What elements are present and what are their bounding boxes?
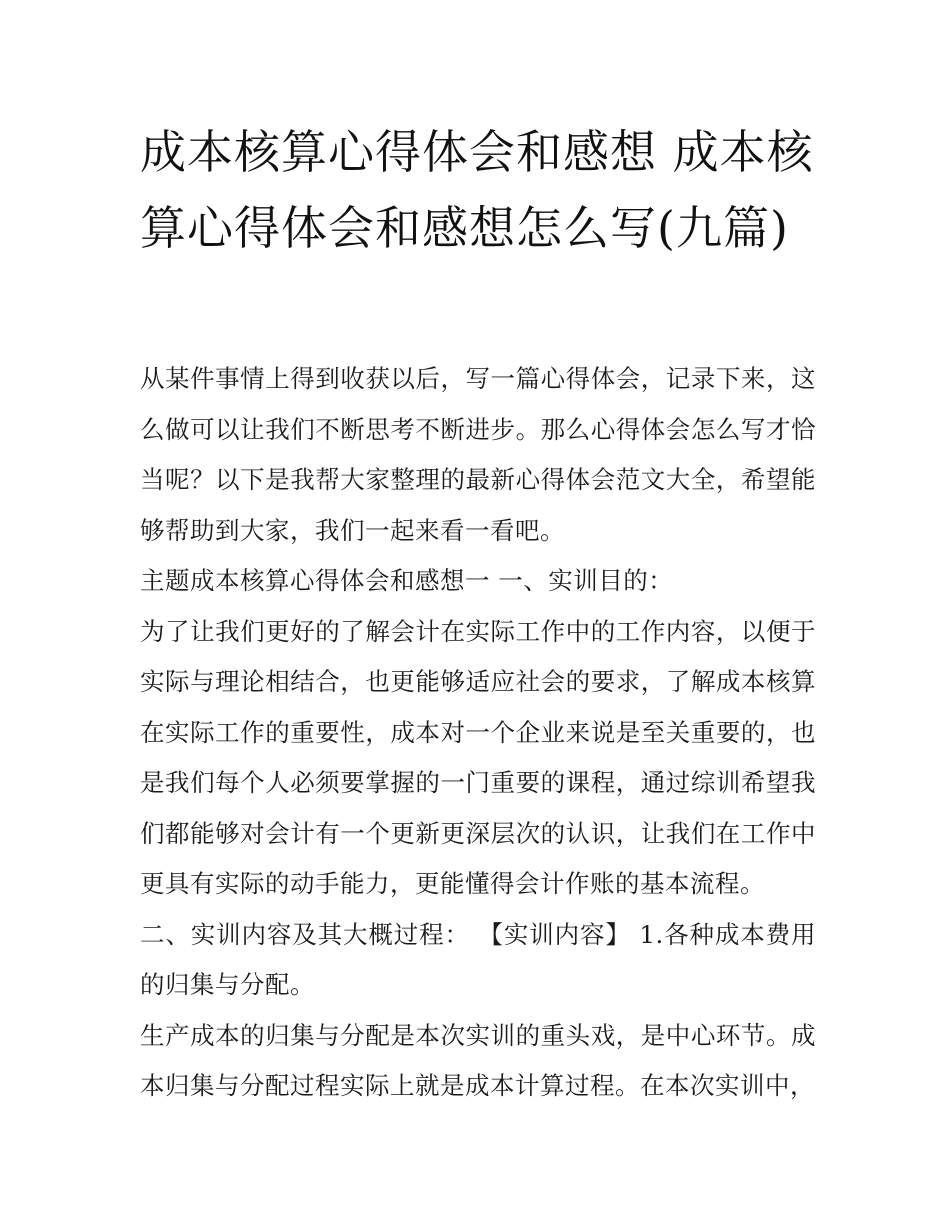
- paragraph-cost-allocation: 生产成本的归集与分配是本次实训的重头戏，是中心环节。成本归集与分配过程实际上就是成本计算过程。在本次实训中，: [140, 1020, 816, 1100]
- document-title: 成本核算心得体会和感想 成本核算心得体会和感想怎么写(九篇): [140, 125, 814, 255]
- paragraph-intro: 从某件事情上得到收获以后，写一篇心得体会，记录下来，这么做可以让我们不断思考不断进步。那么心得体会怎么写才恰当呢？以下是我帮大家整理的最新心得体会范文大全，希望能够帮助到大家，我们一起来看一看吧。: [140, 364, 816, 545]
- paragraph-training-purpose: 为了让我们更好的了解会计在实际工作中的工作内容，以便于实际与理论相结合，也更能够适应社会的要求，了解成本核算在实际工作的重要性，成本对一个企业来说是至关重要的，也是我们每个人必须要掌握的一门重要的课程，通过综训希望我们都能够对会计有一个更新更深层次的认识，让我们在工作中更具有实际的动手能力，更能懂得会计作账的基本流程。: [140, 616, 816, 898]
- paragraph-section-heading-2: 二、实训内容及其大概过程： 【实训内容】 1.各种成本费用的归集与分配。: [140, 919, 816, 999]
- document-body: [140, 354, 816, 1112]
- paragraph-section-heading-1: 主题成本核算心得体会和感想一 一、实训目的：: [140, 566, 674, 595]
